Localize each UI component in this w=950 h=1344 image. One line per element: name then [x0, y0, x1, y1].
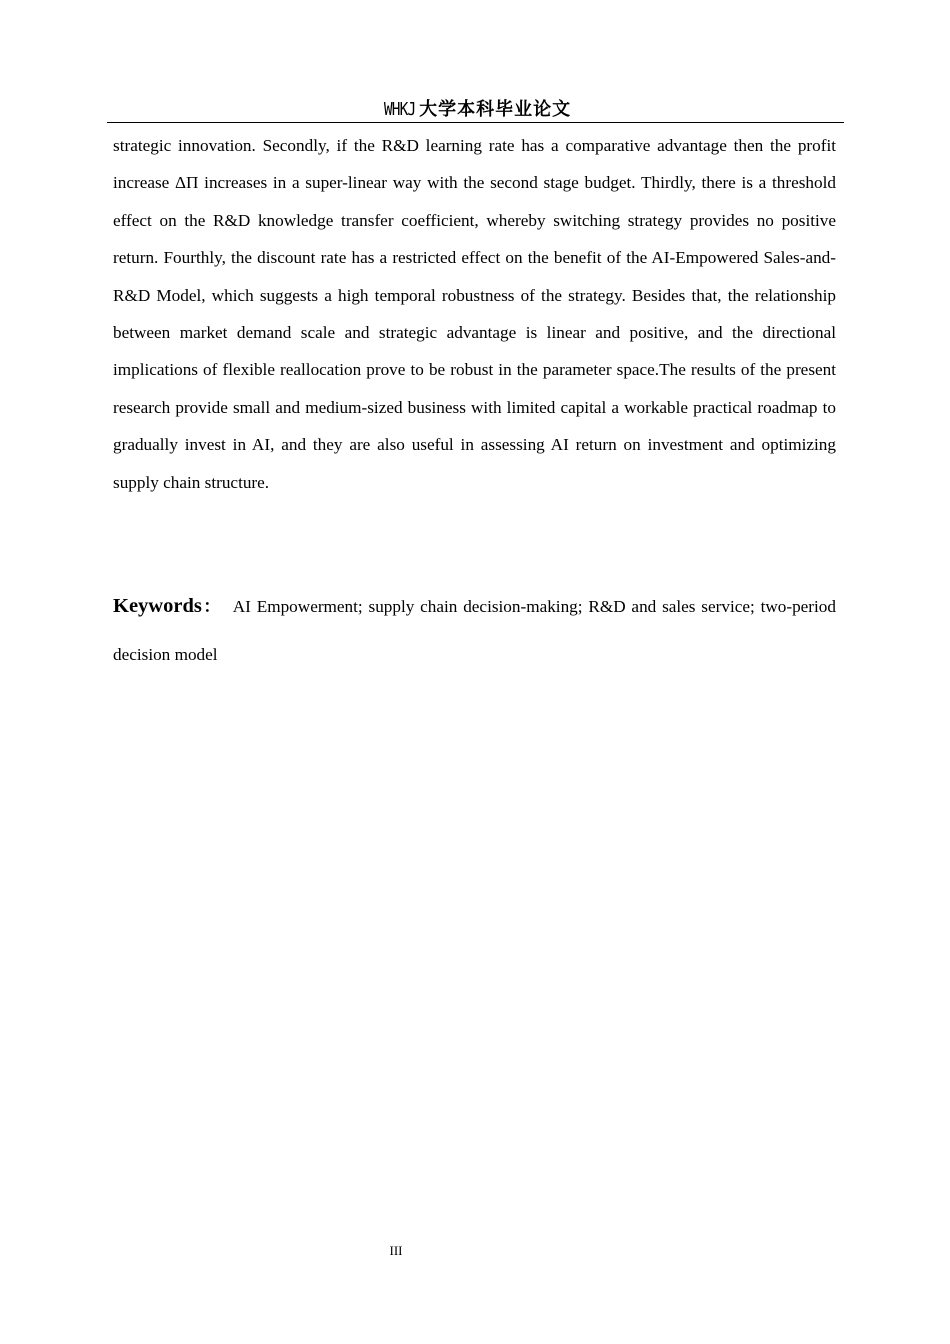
keywords-label: Keywords	[113, 595, 202, 617]
header-thesis-title: 大学本科毕业论文	[419, 99, 572, 120]
keywords-paragraph	[113, 582, 836, 679]
page-number: III	[389, 1243, 403, 1258]
header-university-code: WHKJ	[383, 99, 416, 120]
keywords-colon: ：	[201, 597, 222, 617]
keywords-list: AI Empowerment; supply chain decision-making; R&D and sales service; two-period decision model	[113, 597, 836, 664]
running-header	[107, 96, 844, 122]
abstract-paragraph: strategic innovation. Secondly, if the R&D learning rate has a comparative advantage then the profit increase ΔΠ increases in a super-linear way with the second stage budget. Thirdly, there is a threshold effect on the R&D knowledge transfer coefficient, whereby switching strategy provides no positive return. Fourthly, the discount rate has a restricted effect on the benefit of the AI-Empowered Sales-and-R&D Model, which suggests a high temporal robustness of the strategy. Besides that, the relationship between market demand scale and strategic advantage is linear and positive, and the directional implications of flexible reallocation prove to be robust in the parameter space.The results of the present research provide small and medium-sized business with limited capital a workable practical roadmap to gradually invest in AI, and they are also useful in assessing AI return on investment and optimizing supply chain structure.	[113, 136, 836, 492]
header-rule	[107, 122, 844, 123]
